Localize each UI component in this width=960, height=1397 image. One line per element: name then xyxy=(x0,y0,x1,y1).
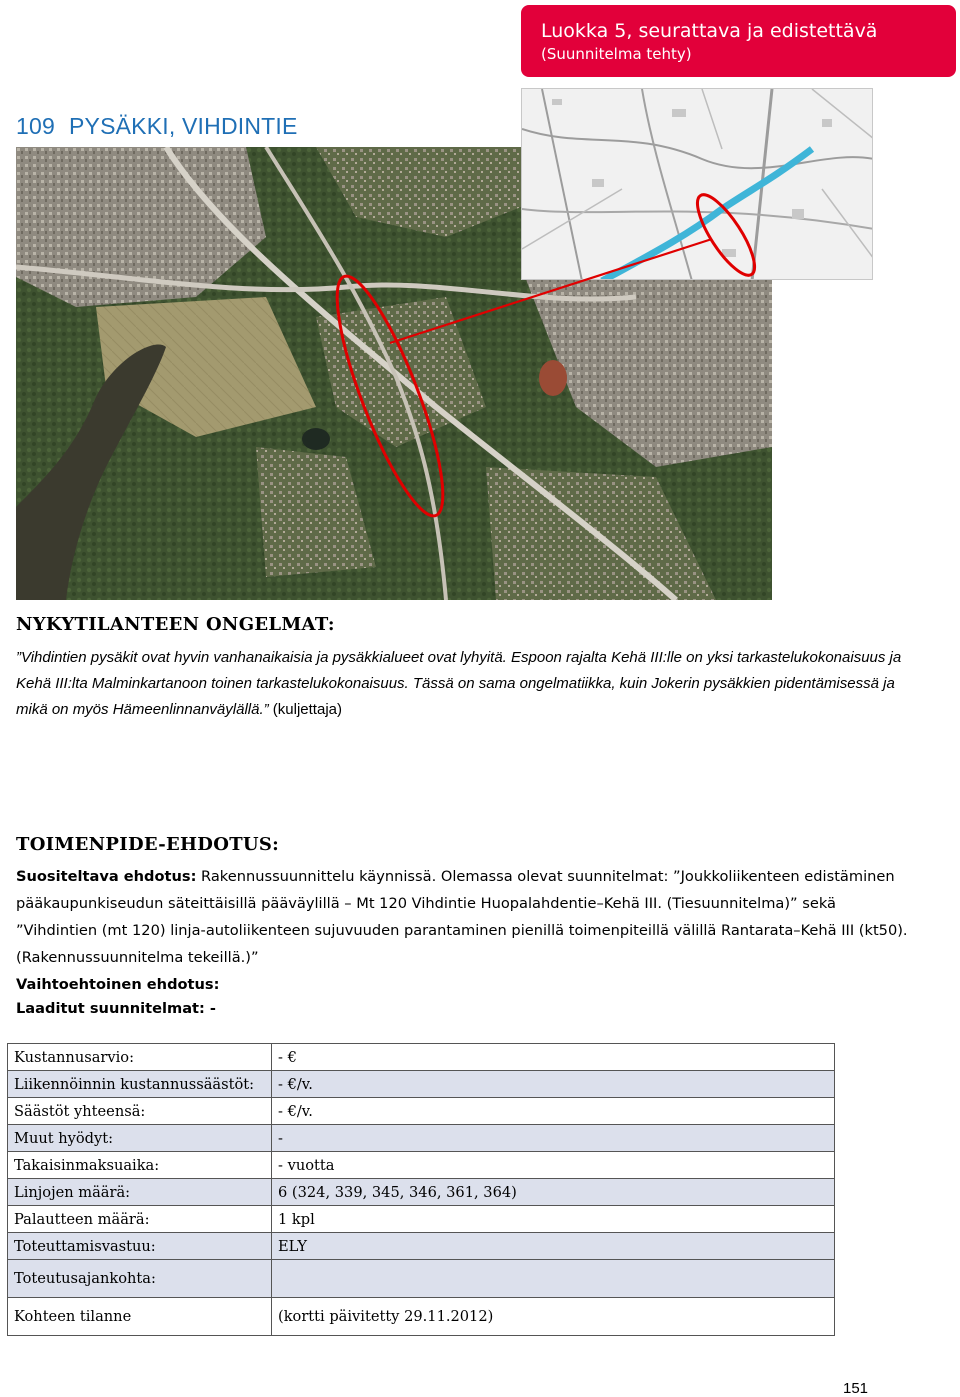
table-row xyxy=(8,1071,835,1098)
table-row xyxy=(8,1206,835,1233)
row-value: 1 kpl xyxy=(272,1206,835,1233)
category-badge xyxy=(521,5,956,77)
plans-label: Laaditut suunnitelmat: - xyxy=(16,1000,216,1017)
problems-text xyxy=(16,645,916,723)
row-key: Muut hyödyt: xyxy=(8,1125,272,1152)
table-row xyxy=(8,1125,835,1152)
table-row xyxy=(8,1298,835,1336)
table-row xyxy=(8,1179,835,1206)
row-key: Linjojen määrä: xyxy=(8,1179,272,1206)
table-row xyxy=(8,1044,835,1071)
inset-street-map xyxy=(521,88,873,280)
row-key: Kustannusarvio: xyxy=(8,1044,272,1071)
table-row xyxy=(8,1098,835,1125)
row-value xyxy=(272,1260,835,1298)
item-number: 109 xyxy=(16,113,55,139)
table-row xyxy=(8,1152,835,1179)
suggested-label: Suositeltava ehdotus: xyxy=(16,868,197,885)
row-value: ELY xyxy=(272,1233,835,1260)
alternative-label: Vaihtoehtoinen ehdotus: xyxy=(16,976,220,993)
problems-quote: ”Vihdintien pysäkit ovat hyvin vanhanaikaisia ja pysäkkialueet ovat lyhyitä. Espoon rajalta Kehä III:lle on yksi tarkastelukokonaisuus ja Kehä III:lta Malminkartanoon toinen tarkastelukokonaisuus. Tässä on sama ongelmatiikka, kuin Jokerin pysäkkien pidentämisessä ja mikä on myös Hämeenlinnanväylällä.” xyxy=(16,649,902,718)
row-key: Liikennöinnin kustannussäästöt: xyxy=(8,1071,272,1098)
item-title: PYSÄKKI, VIHDINTIE xyxy=(68,113,298,139)
row-value: (kortti päivitetty 29.11.2012) xyxy=(272,1298,835,1336)
category-badge-title: Luokka 5, seurattava ja edistettävä xyxy=(541,20,878,42)
row-value: - €/v. xyxy=(272,1071,835,1098)
action-heading: TOIMENPIDE-EHDOTUS: xyxy=(16,834,280,855)
page-number: 151 xyxy=(843,1380,869,1397)
row-value: - xyxy=(272,1125,835,1152)
table-row xyxy=(8,1233,835,1260)
street-map xyxy=(522,89,873,280)
suggested-text: Rakennussuunnittelu käynnissä. Olemassa olevat suunnitelmat: ”Joukkoliikenteen edistäminen pääkaupunkiseudun säteittäisillä pääväylillä – Mt 120 Vihdintie Huopalahdentie–Kehä III. (Tiesuunnitelma)” sekä ”Vihdintien (mt 120) linja-autoliikenteen sujuvuuden parantaminen pienillä toimenpiteillä välillä Rantarata–Kehä III (kt50). (Rakennussuunnitelma tekeillä.)” xyxy=(16,868,908,966)
problems-heading: NYKYTILANTEEN ONGELMAT: xyxy=(16,614,335,635)
row-key: Kohteen tilanne xyxy=(8,1298,272,1336)
row-value: - vuotta xyxy=(272,1152,835,1179)
category-badge-subtitle: (Suunnitelma tehty) xyxy=(541,45,692,63)
row-key: Toteutusajankohta: xyxy=(8,1260,272,1298)
row-value: - € xyxy=(272,1044,835,1071)
page-title xyxy=(16,113,298,140)
summary-table xyxy=(7,1043,835,1336)
row-key: Säästöt yhteensä: xyxy=(8,1098,272,1125)
row-value: - €/v. xyxy=(272,1098,835,1125)
action-text xyxy=(16,863,921,971)
table-row xyxy=(8,1260,835,1298)
row-value: 6 (324, 339, 345, 346, 361, 364) xyxy=(272,1179,835,1206)
row-key: Toteuttamisvastuu: xyxy=(8,1233,272,1260)
problems-source: (kuljettaja) xyxy=(268,701,342,718)
row-key: Palautteen määrä: xyxy=(8,1206,272,1233)
row-key: Takaisinmaksuaika: xyxy=(8,1152,272,1179)
